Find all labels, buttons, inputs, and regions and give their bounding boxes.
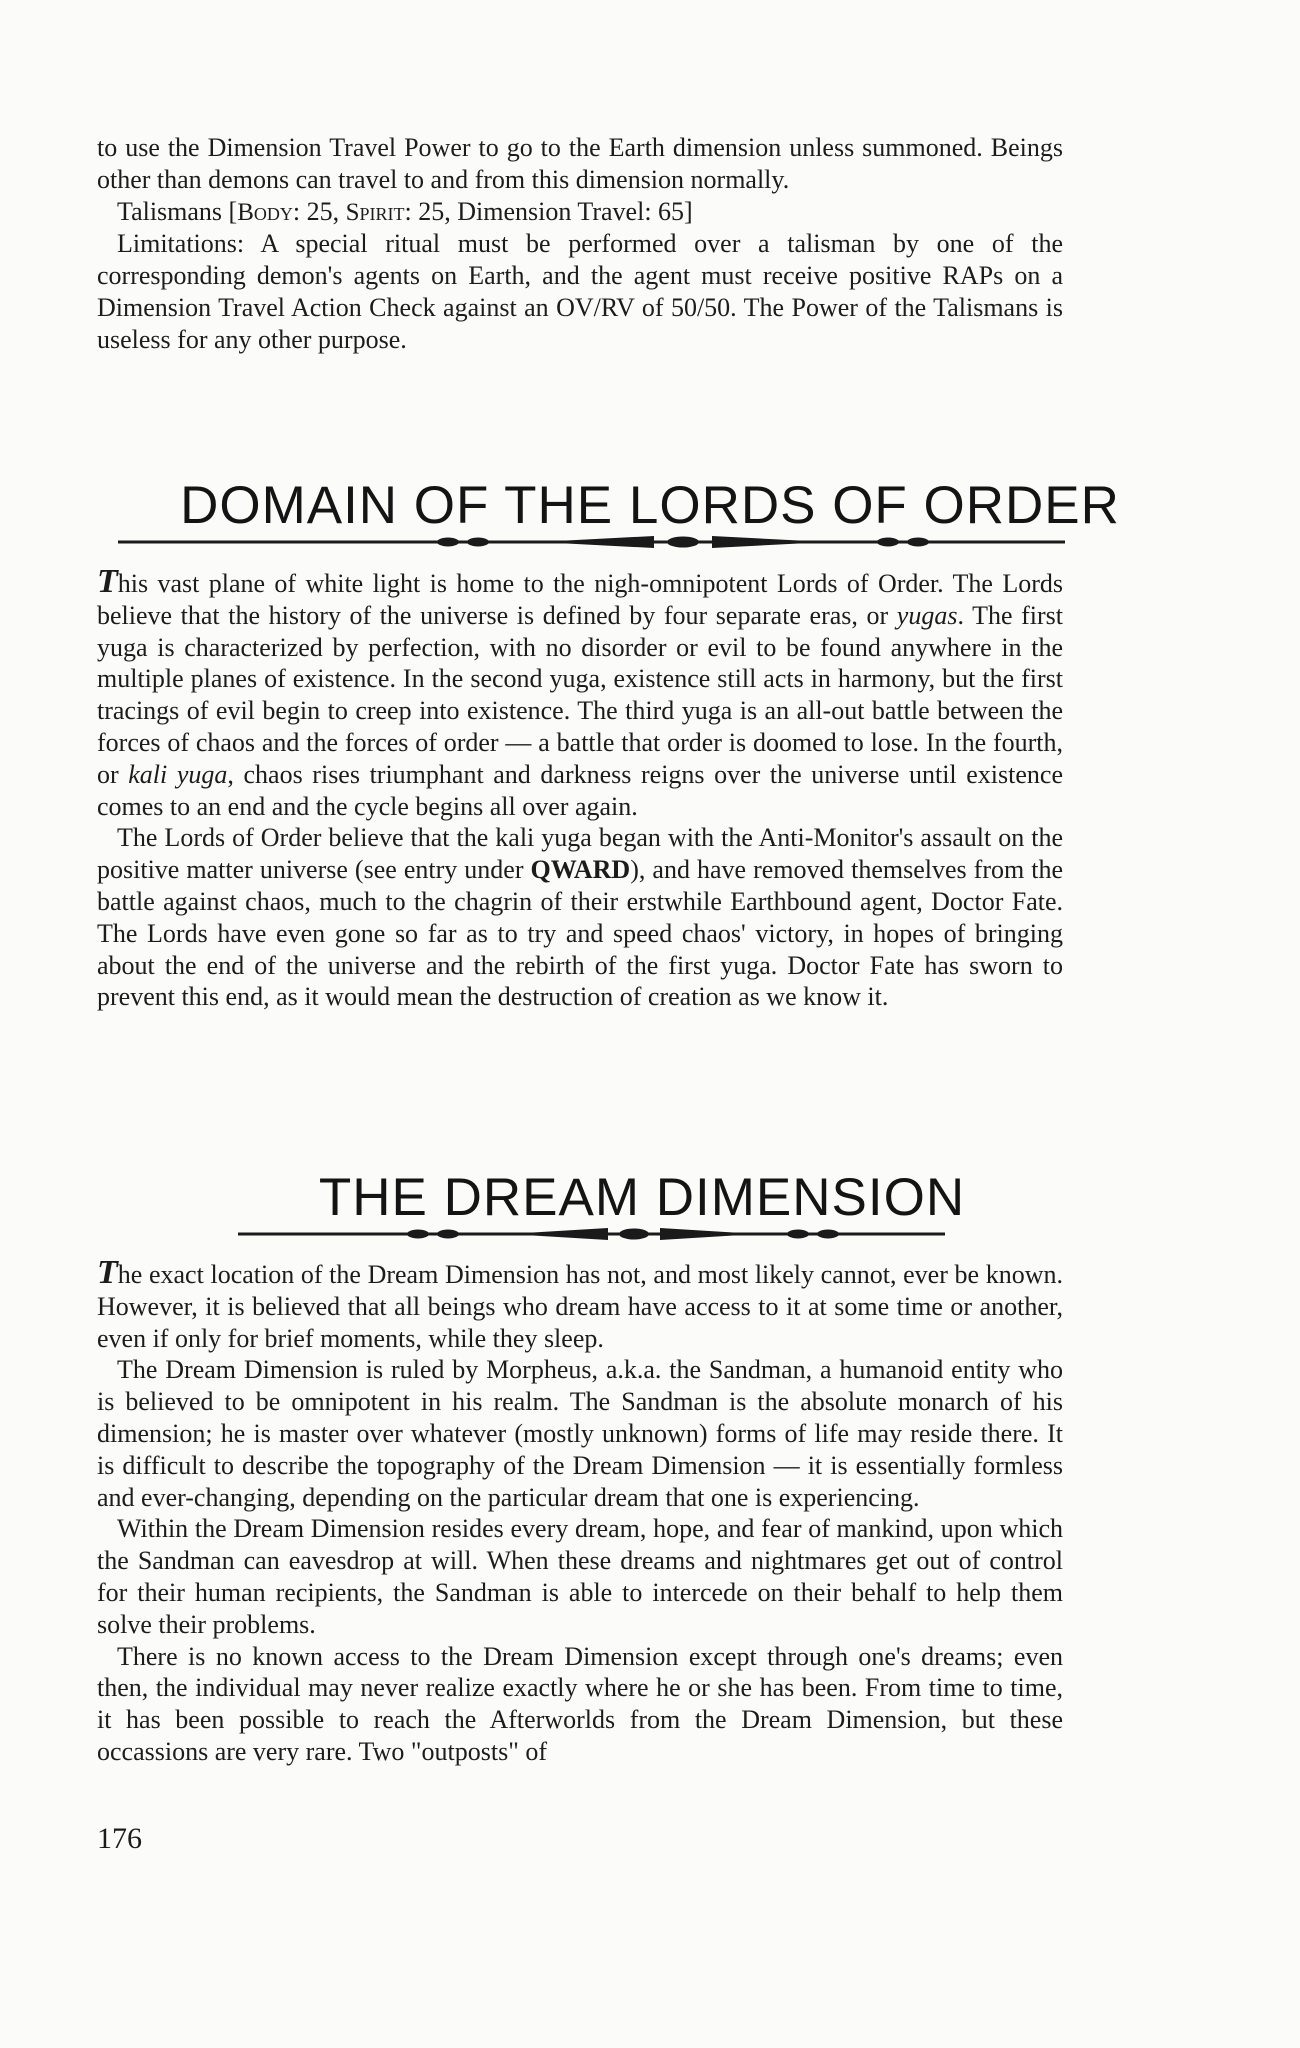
intro-paragraph-1: to use the Dimension Travel Power to go to the Earth dimension unless summoned. Beings other than demons can travel to and from this dimension normally. [97, 133, 1063, 194]
lords-p1-part-b: . The first yuga is characterized by perfection, with no disorder or evil to be found anywhere in the multiple planes of existence. In the second yuga, existence still acts in harmony, but the first tracings of evil begin to creep into existence. The third yuga is an all-out battle between the forces of chaos and the forces of order — a battle that order is doomed to lose. In the fourth, or [97, 600, 1063, 789]
lords-dropcap: T [97, 563, 118, 600]
dream-heading-rule [238, 1224, 945, 1244]
lords-p2-part-b: ), and have removed themselves from the battle against chaos, much to the chagrin of their erstwhile Earthbound agent, Doctor Fate. The Lords have even gone so far as to try and speed chaos' victory, in hopes of bringing about the end of the universe and the rebirth of the first yuga. Doctor Fate has sworn to prevent this end, as it would mean the destruction of creation as we know it. [97, 855, 1064, 1012]
lords-heading: DOMAIN OF THE LORDS OF ORDER [180, 476, 1120, 535]
limitations-paragraph: Limitations: A special ritual must be performed over a talisman by one of the corresponding demon's agents on Earth, and the agent must receive positive RAPs on a Dimension Travel Action Check against an OV/RV of 50/50. The Power of the Talismans is useless for any other purpose. [97, 229, 1063, 354]
spirit-value: : 25, Dimension Travel: 65] [404, 196, 693, 226]
page-number: 176 [97, 1822, 142, 1855]
dream-paragraph-2: The Dream Dimension is ruled by Morpheus, a.k.a. the Sandman, a humanoid entity who is believed to be omnipotent in his realm. The Sandman is the absolute monarch of his dimension; he is master over whatever (mostly unknown) forms of life may reside there. It is difficult to describe the topography of the Dream Dimension — it is essentially formless and ever-changing, depending on the particular dream that one is experiencing. [97, 1355, 1063, 1512]
dream-p1-text: he exact location of the Dream Dimension has not, and most likely cannot, ever be known. However, it is believed that all beings who dream have access to it at some time or another, even if only for brief moments, while they sleep. [97, 1260, 1063, 1353]
dream-paragraph-3: Within the Dream Dimension resides every dream, hope, and fear of mankind, upon which the Sandman can eavesdrop at will. When these dreams and nightmares get out of control for their human recipients, the Sandman is able to intercede on their behalf to help them solve their problems. [97, 1514, 1063, 1639]
dream-dropcap: T [97, 1254, 118, 1291]
body-label: Body [237, 198, 293, 226]
cross-reference-qward: QWARD [530, 855, 631, 885]
dream-heading: THE DREAM DIMENSION [318, 1168, 966, 1227]
lords-heading-rule [118, 532, 1065, 552]
dream-paragraph-1 [97, 1254, 1063, 1354]
term-yugas: yugas [896, 600, 958, 630]
lords-p1-part-c: , chaos rises triumphant and darkness reigns over the universe until existence comes to an end and the cycle begins all over again. [97, 759, 1063, 821]
dream-section [97, 1254, 1063, 1768]
lords-paragraph-2 [97, 822, 1063, 1013]
term-kali-yuga: kali yuga [128, 759, 228, 789]
talismans-label: Talismans [ [117, 196, 238, 226]
lords-p2-part-a: The Lords of Order believe that the kali yuga began with the Anti-Monitor's assault on the positive matter universe (see entry under [97, 823, 1063, 885]
lords-p1-part-a: his vast plane of white light is home to the nigh-omnipotent Lords of Order. The Lords believe that the history of the universe is defined by four separate eras, or [97, 569, 1063, 630]
lords-paragraph-1 [97, 563, 1063, 822]
intro-section [97, 132, 1063, 356]
spirit-label: Spirit [345, 198, 405, 226]
body-value: : 25, [292, 196, 346, 226]
lords-section [97, 563, 1064, 1013]
dream-paragraph-4: There is no known access to the Dream Dimension except through one's dreams; even then, the individual may never realize exactly where he or she has been. From time to time, it has been possible to reach the Afterworlds from the Dream Dimension, but these occassions are very rare. Two "outposts" of [97, 1641, 1063, 1766]
talismans-stats [97, 196, 1063, 229]
